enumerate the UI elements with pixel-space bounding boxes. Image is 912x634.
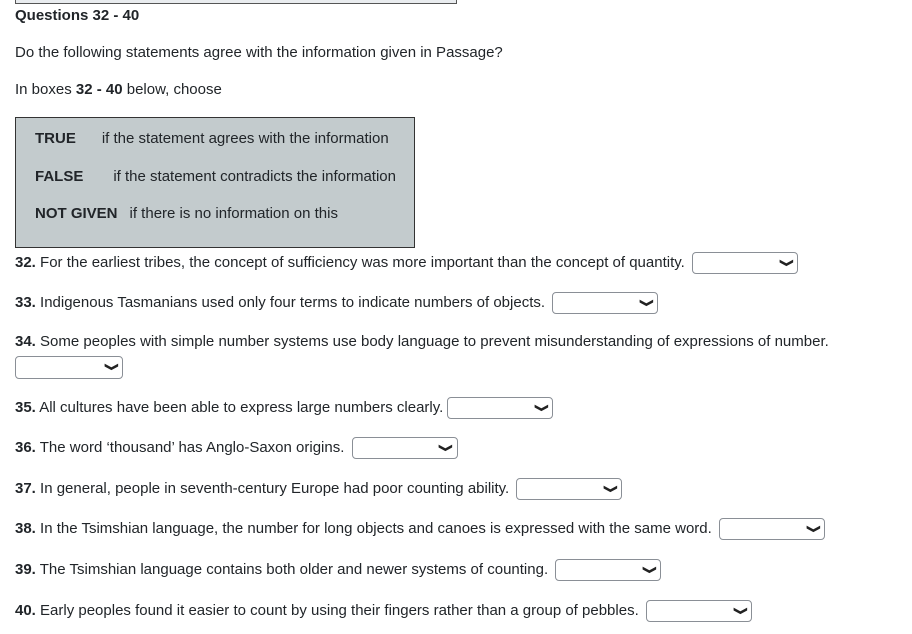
legend-not-given: NOT GIVEN if there is no information on this xyxy=(35,205,338,222)
chevron-down-icon: ❯ xyxy=(534,403,550,413)
instruction-choose: In boxes 32 - 40 below, choose xyxy=(15,81,222,98)
question-32: 32. For the earliest tribes, the concept of sufficiency was more important than the concept of quantity. ❯ xyxy=(15,252,798,274)
question-39: 39. The Tsimshian language contains both older and newer systems of counting. ❯ xyxy=(15,559,661,581)
answer-select-40[interactable] xyxy=(646,600,752,622)
answer-select-39[interactable] xyxy=(555,559,661,581)
chevron-down-icon: ❯ xyxy=(806,524,821,534)
question-36: 36. The word ‘thousand’ has Anglo-Saxon origins. ❯ xyxy=(15,437,458,459)
answer-select-32[interactable] xyxy=(692,252,798,274)
answer-key-box xyxy=(15,117,415,248)
question-34: 34. Some peoples with simple number systems use body language to prevent misunderstanding of expressions of number. xyxy=(15,333,829,350)
question-34-select-wrap xyxy=(15,356,123,379)
chevron-down-icon: ❯ xyxy=(104,362,119,372)
answer-select-33[interactable] xyxy=(552,292,658,314)
question-range: 32 - 40 xyxy=(75,81,123,98)
section-heading: Questions 32 - 40 xyxy=(15,7,140,24)
chevron-down-icon: ❯ xyxy=(779,258,794,268)
answer-select-36[interactable] xyxy=(352,437,458,459)
chevron-down-icon: ❯ xyxy=(603,484,618,494)
chevron-down-icon: ❯ xyxy=(733,606,748,616)
question-35: 35. All cultures have been able to express large numbers clearly. ❯ xyxy=(15,397,553,419)
answer-select-34[interactable] xyxy=(15,356,123,379)
question-40: 40. Early peoples found it easier to count by using their fingers rather than a group of pebbles. ❯ xyxy=(15,600,752,622)
chevron-down-icon: ❯ xyxy=(438,443,454,453)
answer-select-35[interactable] xyxy=(447,397,553,419)
chevron-down-icon: ❯ xyxy=(639,298,654,308)
question-38: 38. In the Tsimshian language, the number for long objects and canoes is expressed with the same word. ❯ xyxy=(15,518,825,540)
answer-select-37[interactable] xyxy=(516,478,622,500)
chevron-down-icon: ❯ xyxy=(642,565,657,575)
legend-false: FALSE if the statement contradicts the information xyxy=(35,168,396,185)
legend-true: TRUE if the statement agrees with the information xyxy=(35,130,389,147)
answer-select-38[interactable] xyxy=(719,518,825,540)
instruction-text: Do the following statements agree with the information given in Passage? xyxy=(15,44,503,61)
question-33: 33. Indigenous Tasmanians used only four terms to indicate numbers of objects. ❯ xyxy=(15,292,658,314)
question-37: 37. In general, people in seventh-century Europe had poor counting ability. ❯ xyxy=(15,478,622,500)
previous-panel-border xyxy=(15,0,457,4)
